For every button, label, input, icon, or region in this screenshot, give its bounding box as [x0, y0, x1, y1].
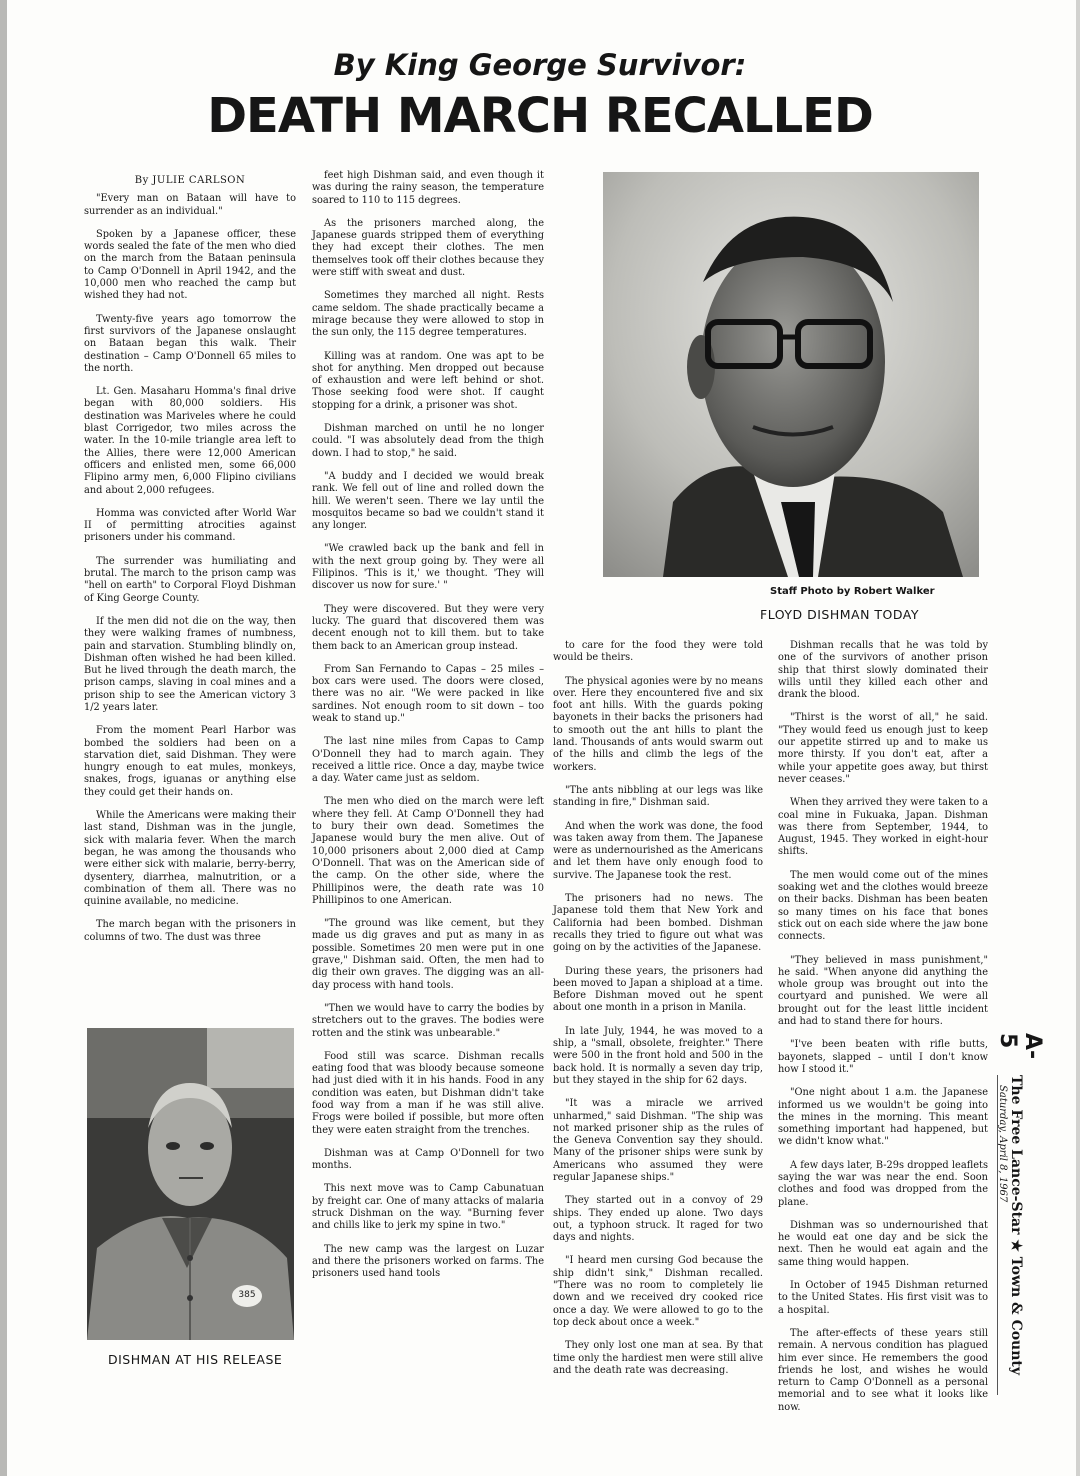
article-paragraph: Sometimes they marched all night. Rests came seldom. The shade practically became a mirage because they were allowed to stop in the sun only, the 115 degree temperatures. [312, 290, 544, 339]
article-paragraph: "Then we would have to carry the bodies by stretchers out to the graves. The bodies were rotten and the stink was unbearable." [312, 1002, 544, 1039]
article-paragraph: Homma was convicted after World War II of permitting atrocities against prisoners under his command. [84, 507, 296, 544]
portrait-illustration [603, 172, 979, 577]
article-paragraph: They only lost one man at sea. By that time only the hardiest men were still alive and the death rate was decreasing. [553, 1340, 763, 1376]
article-paragraph: Spoken by a Japanese officer, these words sealed the fate of the men who died on the march from the Bataan peninsula to Camp O'Donnell in April 1942, and the 10,000 men who reached the camp but wished they had not. [84, 228, 296, 302]
article-paragraph: The physical agonies were by no means over. Here they encountered five and six foot ant hills. With the guards poking bayonets in their backs the prisoners had to smooth out the ant hills to plant the land. Thousands of ants would swarm out of the hills and climb the legs of the workers. [553, 675, 763, 773]
article-paragraph: From San Fernando to Capas – 25 miles – box cars were used. The doors were closed, there was no air. "We were packed in like sardines. Not enough room to sit down – too weak to stand up." [312, 663, 544, 724]
article-paragraph: If the men did not die on the way, then they were walking frames of numbness, pain and starvation. Stumbling blindly on, Dishman often wished he had been killed. But he lived through the death march, the prison camps, slaving in coal mines and a prison ship to see the American victory 3 1/2 years later. [84, 615, 296, 713]
article-paragraph: "They believed in mass punishment," he said. "When anyone did anything the whole group was brought out into the courtyard and punished. We were all brought out for the least little incident and had to stand there for hours. [778, 954, 988, 1028]
article-paragraph: Killing was at random. One was apt to be shot for anything. Men dropped out because of exhaustion and were left behind or shot. Those seeking food were shot. If caught stopping for a drink, a prisoner was shot. [312, 350, 544, 411]
portrait-photo-today [603, 172, 979, 577]
article-paragraph: The last nine miles from Capas to Camp O'Donnell they had to march again. They received a little rice. Once a day, maybe twice a day. Water came just as seldom. [312, 736, 544, 785]
article-paragraph: feet high Dishman said, and even though it was during the rainy season, the temperature soared to 110 to 115 degrees. [312, 170, 544, 206]
article-paragraph: Dishman recalls that he was told by one of the survivors of another prison ship that thirst slowly dominated their wills until they killed each other and drank the blood. [778, 640, 988, 701]
article-paragraph: Dishman marched on until he no longer could. "I was absolutely dead from the thigh down. I had to stop," he said. [312, 423, 544, 459]
article-paragraph: They started out in a convoy of 29 ships. They ended up alone. Two days out, a typhoon struck. It raged for two days and nights. [553, 1195, 763, 1244]
scan-edge-right [1076, 0, 1080, 1476]
article-paragraph: As the prisoners marched along, the Japanese guards stripped them of everything they had except their clothes. The men themselves took off their clothes because they were stiff with sweat and dust. [312, 217, 544, 279]
article-paragraph: Dishman was so undernourished that he would eat one day and be sick the next. Then he would eat again and the same thing would happen. [778, 1219, 988, 1268]
article-paragraph: Food still was scarce. Dishman recalls eating food that was bloody because someone had just died with it in his hands. Food in any condition was eaten, but Dishman didn't take food way from a man if he was still alive. Frogs were boiled if possible, but more often they were eaten straight from the trenches. [312, 1050, 544, 1136]
article-paragraph: "Thirst is the worst of all," he said. "They would feed us enough just to keep our appetite stirred up and to make us more thirsty. If you don't eat, after a while your appetite goes away, but thirst never ceases." [778, 712, 988, 785]
portrait-photo-release [87, 1028, 294, 1340]
article-paragraph: "I've been beaten with rifle butts, bayonets, slapped – until I don't know how I stood it." [778, 1039, 988, 1075]
article-paragraph: Twenty-five years ago tomorrow the first survivors of the Japanese onslaught on Bataan began this walk. Their destination – Camp O'Donnell 65 miles to the north. [84, 313, 296, 374]
article-paragraph: When they arrived they were taken to a coal mine in Fukuaka, Japan. Dishman was there from September, 1944, to August, 1945. They worked in eight-hour shifts. [778, 797, 988, 858]
article-column-3 [553, 640, 763, 1388]
photo-caption-main: FLOYD DISHMAN TODAY [760, 607, 919, 622]
article-column-1 [84, 175, 296, 955]
headline: DEATH MARCH RECALLED [207, 88, 873, 144]
article-paragraph: The surrender was humiliating and brutal. The march to the prison camp was "hell on earth" to Corporal Floyd Dishman of King George County. [84, 555, 296, 604]
article-paragraph: The men would come out of the mines soaking wet and the clothes would breeze on their backs. Dishman has been beaten so many times on his face that bones stick out on each side where the jaw bone connects. [778, 869, 988, 943]
article-paragraph: "The ants nibbling at our legs was like standing in fire," Dishman said. [553, 784, 763, 809]
article-paragraph: In October of 1945 Dishman returned to the United States. His first visit was to a hospital. [778, 1280, 988, 1316]
folio-date: Saturday, April 8, 1967 [997, 1085, 1008, 1203]
article-column-2 [312, 170, 544, 1292]
folio [994, 1075, 1024, 1376]
folio-paper: The Free Lance-Star ★ Town & County [1008, 1075, 1024, 1376]
article-paragraph: This next move was to Camp Cabunatuan by freight car. One of many attacks of malaria struck Dishman on the way. "Burning fever and chills like to jerk my spine in two." [312, 1183, 544, 1232]
photo-credit: Staff Photo by Robert Walker [770, 586, 935, 597]
article-paragraph: "A buddy and I decided we would break rank. We fell out of line and rolled down the hill. We weren't seen. There we lay until the mosquitos became so bad we couldn't stand it any longer. [312, 470, 544, 532]
article-paragraph: The march began with the prisoners in columns of two. The dust was three [84, 919, 296, 943]
photo-caption-release: DISHMAN AT HIS RELEASE [108, 1352, 283, 1367]
article-paragraph: While the Americans were making their last stand, Dishman was in the jungle, sick with malaria fever. When the march began, he was among the thousands who were either sick with malarie, berry-berry, dysentery, diarrhea, malnutrition, or a combination of them all. There was no quinine available, no medicine. [84, 810, 296, 908]
article-paragraph: A few days later, B-29s dropped leaflets saying the war was near the end. Soon clothes and food was dropped from the plane. [778, 1159, 988, 1208]
article-paragraph: "The ground was like cement, but they made us dig graves and put as many in as possible. Sometimes 20 men were put in one grave," Dishman said. Often, the men had to dig their own graves. The digging was an all-day process with hand tools. [312, 918, 544, 991]
article-paragraph: The prisoners had no news. The Japanese told them that New York and California had been bombed. Dishman recalls they tried to figure out what was going on by the activities of the Japanese. [553, 893, 763, 954]
article-column-4 [778, 640, 988, 1425]
article-paragraph: "I heard men cursing God because the ship didn't sink," Dishman recalled. "There was no room to completely lie down and we received dry cooked rice once a day. We were allowed to go to the top deck about once a week." [553, 1255, 763, 1328]
release-illustration [87, 1028, 294, 1340]
article-paragraph: The new camp was the largest on Luzar and there the prisoners worked on farms. The prisoners used hand tools [312, 1243, 544, 1280]
article-paragraph: They were discovered. But they were very lucky. The guard that discovered them was decent enough not to kill them. but to take them back to an American group instead. [312, 603, 544, 652]
scan-edge-left [0, 0, 7, 1476]
article-paragraph: The after-effects of these years still remain. A nervous condition has plagued him ever since. He remembers the good friends he lost, and wishes he would return to Camp O'Donnell as a personal memorial and to see what it looks like now. [778, 1327, 988, 1413]
article-paragraph: In late July, 1944, he was moved to a ship, a "small, obsolete, freighter." There were 500 in the front hold and 500 in the back hold. It is normally a seven day trip, but they stayed in the ship for 62 days. [553, 1025, 763, 1086]
article-paragraph: "We crawled back up the bank and fell in with the next group going by. They were all Filipinos. 'This is it,' we thought. 'They will discover us now for sure.' " [312, 543, 544, 592]
page-number [995, 1028, 1045, 1068]
article-paragraph: "It was a miracle we arrived unharmed," said Dishman. "The ship was not marked prisoner ship as the rules of the Geneva Convention say they should. Many of the prisoner ships were sunk by Americans who assumed they were regular Japanese ships." [553, 1098, 763, 1183]
prisoner-number-badge: 385 [238, 1290, 256, 1300]
article-paragraph: The men who died on the march were left where they fell. At Camp O'Donnell they had to bury their own dead. Sometimes the Japanese would bury the men alive. Out of 10,000 prisoners about 2,000 died at Camp O'Donnell. That was on the American side of the camp. On the other side, where the Phillipinos were, the death rate was 10 Phillipinos to one American. [312, 796, 544, 906]
article-paragraph: During these years, the prisoners had been moved to Japan a shipload at a time. Before Dishman moved out he spent about one month in a prison in Manila. [553, 965, 763, 1014]
article-paragraph: "Every man on Bataan will have to surrender as an individual." [84, 193, 296, 217]
byline: By JULIE CARLSON [134, 175, 246, 186]
article-paragraph: Lt. Gen. Masaharu Homma's final drive began with 80,000 soldiers. His destination was Mariveles where he could blast Corrigedor, two miles across the water. In the 10-mile triangle area left to the Allies, there were 12,000 American officers and enlisted men, some 66,000 Flipino army men, 6,000 Flipino civilians and about 2,000 refugees. [84, 386, 296, 496]
article-paragraph: to care for the food they were told would be theirs. [553, 640, 763, 664]
page-number-text: A-5 [995, 1033, 1045, 1060]
kicker: By King George Survivor: [333, 48, 747, 82]
article-paragraph: Dishman was at Camp O'Donnell for two months. [312, 1147, 544, 1172]
article-paragraph: From the moment Pearl Harbor was bombed the soldiers had been on a starvation diet, said Dishman. They were hungry enough to eat mules, monkeys, snakes, frogs, iguanas or anything else they could get their hands on. [84, 725, 296, 798]
article-paragraph: And when the work was done, the food was taken away from them. The Japanese were as undernourished as the Americans and let them have only enough food to survive. The Japanese took the rest. [553, 820, 763, 881]
article-paragraph: "One night about 1 a.m. the Japanese informed us we wouldn't be going into the mines in the morning. This meant something important had happened, but we didn't know what." [778, 1087, 988, 1148]
